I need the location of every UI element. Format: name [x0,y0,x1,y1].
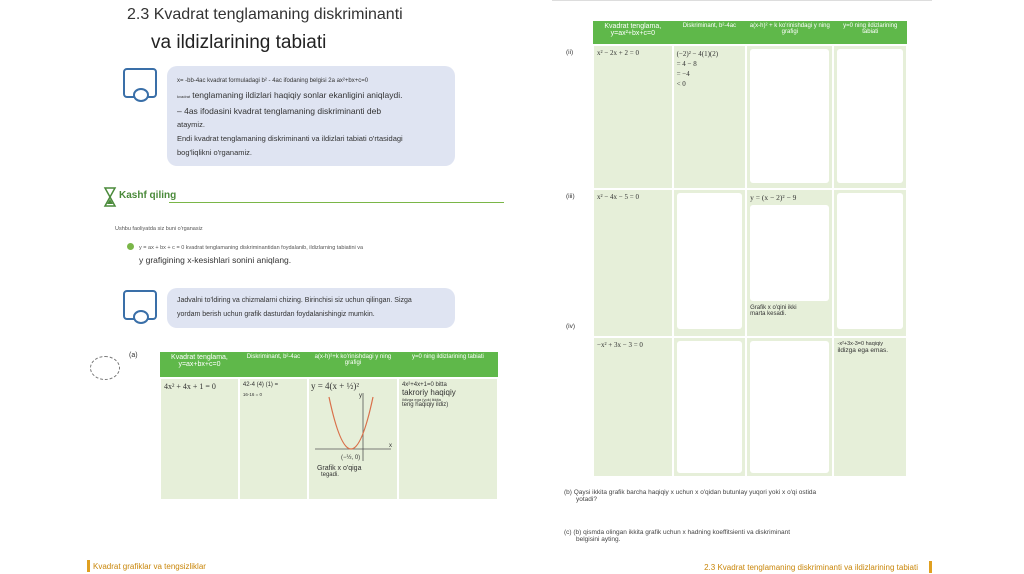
col-header: a(x-h)² + k ko'rinishdagi y ning grafigi [746,21,833,45]
axis-x-label: x [388,443,392,449]
col-header: y=0 ning ildizlarining tabiati [833,21,907,45]
col-header: y=0 ning ildizlarining tabiati [398,352,498,378]
question-c [564,529,790,543]
disc-line: 16-16 = 0 [242,392,263,397]
graph-answer-cell[interactable] [746,45,833,189]
graph-note: tegadi. [320,472,339,478]
section-title: 2.3 Kvadrat tenglamaning diskriminanti [127,6,403,23]
bubble-line: Jadvalni to'ldiring va chizmalarni chizing. Birinchisi siz uchun qilingan. Sizga [177,297,412,304]
answer-box[interactable] [677,341,743,473]
graph-cell [746,189,833,337]
discriminant-cell [673,45,747,189]
disc-line: < 0 [676,80,686,88]
top-margin [572,1,932,9]
nature-cell [833,337,907,477]
footer-bar [929,561,932,573]
bubble-prefix: kvadrat [177,94,191,99]
nature-line: 4x²+4x+1=0 bitta [401,382,447,388]
col-header: Kvadrat tenglama, y=ax+bx+c=0 [160,352,239,378]
col-header: Diskriminant, b²-4ac [673,21,747,45]
answer-box[interactable] [750,49,829,183]
footer-bar [87,560,90,572]
vertex-form: y = 4(x + ½)² [310,381,360,391]
graph-note: Grafik x o'qini ikki [750,305,797,311]
col-header: Diskriminant, b²-4ac [239,352,308,378]
question-line: yotadi? [576,496,597,503]
page-footer: Kvadrat grafiklar va tengsizliklar [93,562,206,571]
bullet-small: y = ax + bx + c = 0 kvadrat tenglamaning diskriminantidan foydalanib, ildizlarning tabiatini va [139,245,364,251]
axis-y-label: y [358,393,362,399]
nature-answer-cell[interactable] [833,189,907,337]
graph-cell [308,378,398,500]
bubble-line: – 4as ifodasini kvadrat tenglamaning diskriminanti deb [177,106,382,116]
answer-box[interactable] [750,341,829,473]
row-label: (iii) [566,193,575,200]
parabola-graph [311,391,395,463]
col-header: Kvadrat tenglama, y=ax²+bx+c=0 [593,21,673,45]
question-line: (b) Qaysi ikkita grafik barcha haqiqiy x uchun x o'qidan butunlay yuqori yoki x o'qi ostida [564,489,817,496]
hourglass-icon [103,186,117,208]
equation-cell: x² − 2x + 2 = 0 [593,45,673,189]
answer-box[interactable] [837,49,903,183]
page-footer: 2.3 Kvadrat tenglamaning diskriminanti va ildizlarining tabiati [704,563,918,572]
disc-line: = 4 − 8 [676,60,697,68]
bubble-line: ataymiz. [177,120,205,129]
bubble-line [177,88,445,104]
section-title-line2: va ildizlarining tabiati [151,32,327,53]
nature-line: ildizga ega emas. [837,347,889,354]
teacher-board-icon [123,68,157,98]
answer-box[interactable] [837,193,903,329]
bubble-text: tenglamaning ildizlari haqiqiy sonlar ekanligini aniqlaydi. [192,90,403,100]
row-label: (ii) [566,49,574,56]
nature-line: ildizga ega (yoki ikkita [401,397,441,402]
bullet-text: y grafigining x-kesishlari sonini aniqlang. [139,255,292,265]
graph-area[interactable] [750,205,829,301]
col-header: a(x-h)²+k ko'rinishdagi y ning grafigi [308,352,398,378]
nature-line: -x²+3x-3=0 haqiqiy [837,341,884,347]
discriminant-cell [239,378,308,500]
bullet-icon [127,243,134,250]
nature-line: teng haqiqiy ildiz) [401,402,449,408]
bubble-line: bog'liqlikni o'rganamiz. [177,148,252,157]
nature-cell [398,378,498,500]
row-label: (iv) [566,323,576,330]
nature-line: takroriy haqiqiy [401,388,456,397]
question-line: (c) (b) qismda olingan ikkita grafik uchun x hadning koeffitsienti va diskriminant [564,529,791,536]
disc-line: 42-4 (4) (1) = [242,382,279,388]
equation-cell: 4x² + 4x + 1 = 0 [160,378,239,500]
divider [169,202,504,203]
teacher-board-icon [123,290,157,320]
intro-bubble [167,66,455,166]
bubble-line: yordam berish uchun grafik dasturdan foydalanishingiz mumkin. [177,311,375,318]
part-label: (a) [129,352,138,359]
left-page [87,0,519,574]
example-table [159,352,499,501]
right-page [552,0,932,574]
question-line: belgisini ayting. [576,536,621,543]
disc-line: = −4 [676,70,690,78]
instruction-bubble [167,288,455,328]
discriminant-answer-cell[interactable] [673,337,747,477]
kashf-heading: Kashf qiling [119,190,177,201]
disc-line: (−2)² − 4(1)(2) [676,50,719,58]
intro-small: Ushbu faoliyatda siz buni o'rganasiz [115,226,203,232]
bubble-line: Endi kvadrat tenglamaning diskriminanti va ildizlari tabiati o'rtasidagi [177,134,403,143]
graph-note: marta kesadi. [750,311,787,317]
question-b [564,489,816,503]
reflect-badge-icon [90,356,120,380]
answer-box[interactable] [677,193,743,329]
nature-answer-cell[interactable] [833,45,907,189]
vertex-form: y = (x − 2)² − 9 [750,193,797,202]
root-label: (−½, 0) [340,455,361,461]
equation-cell: −x² + 3x − 3 = 0 [593,337,673,477]
graph-note: Grafik x o'qiga [316,465,362,472]
exercise-table [592,21,908,478]
graph-answer-cell[interactable] [746,337,833,477]
discriminant-answer-cell[interactable] [673,189,747,337]
bubble-line: x= -bb-4ac kvadrat formuladagi b² - 4ac ifodaning belgisi 2a ax²+bx+c=0 [177,78,369,84]
equation-cell: x² − 4x − 5 = 0 [593,189,673,337]
